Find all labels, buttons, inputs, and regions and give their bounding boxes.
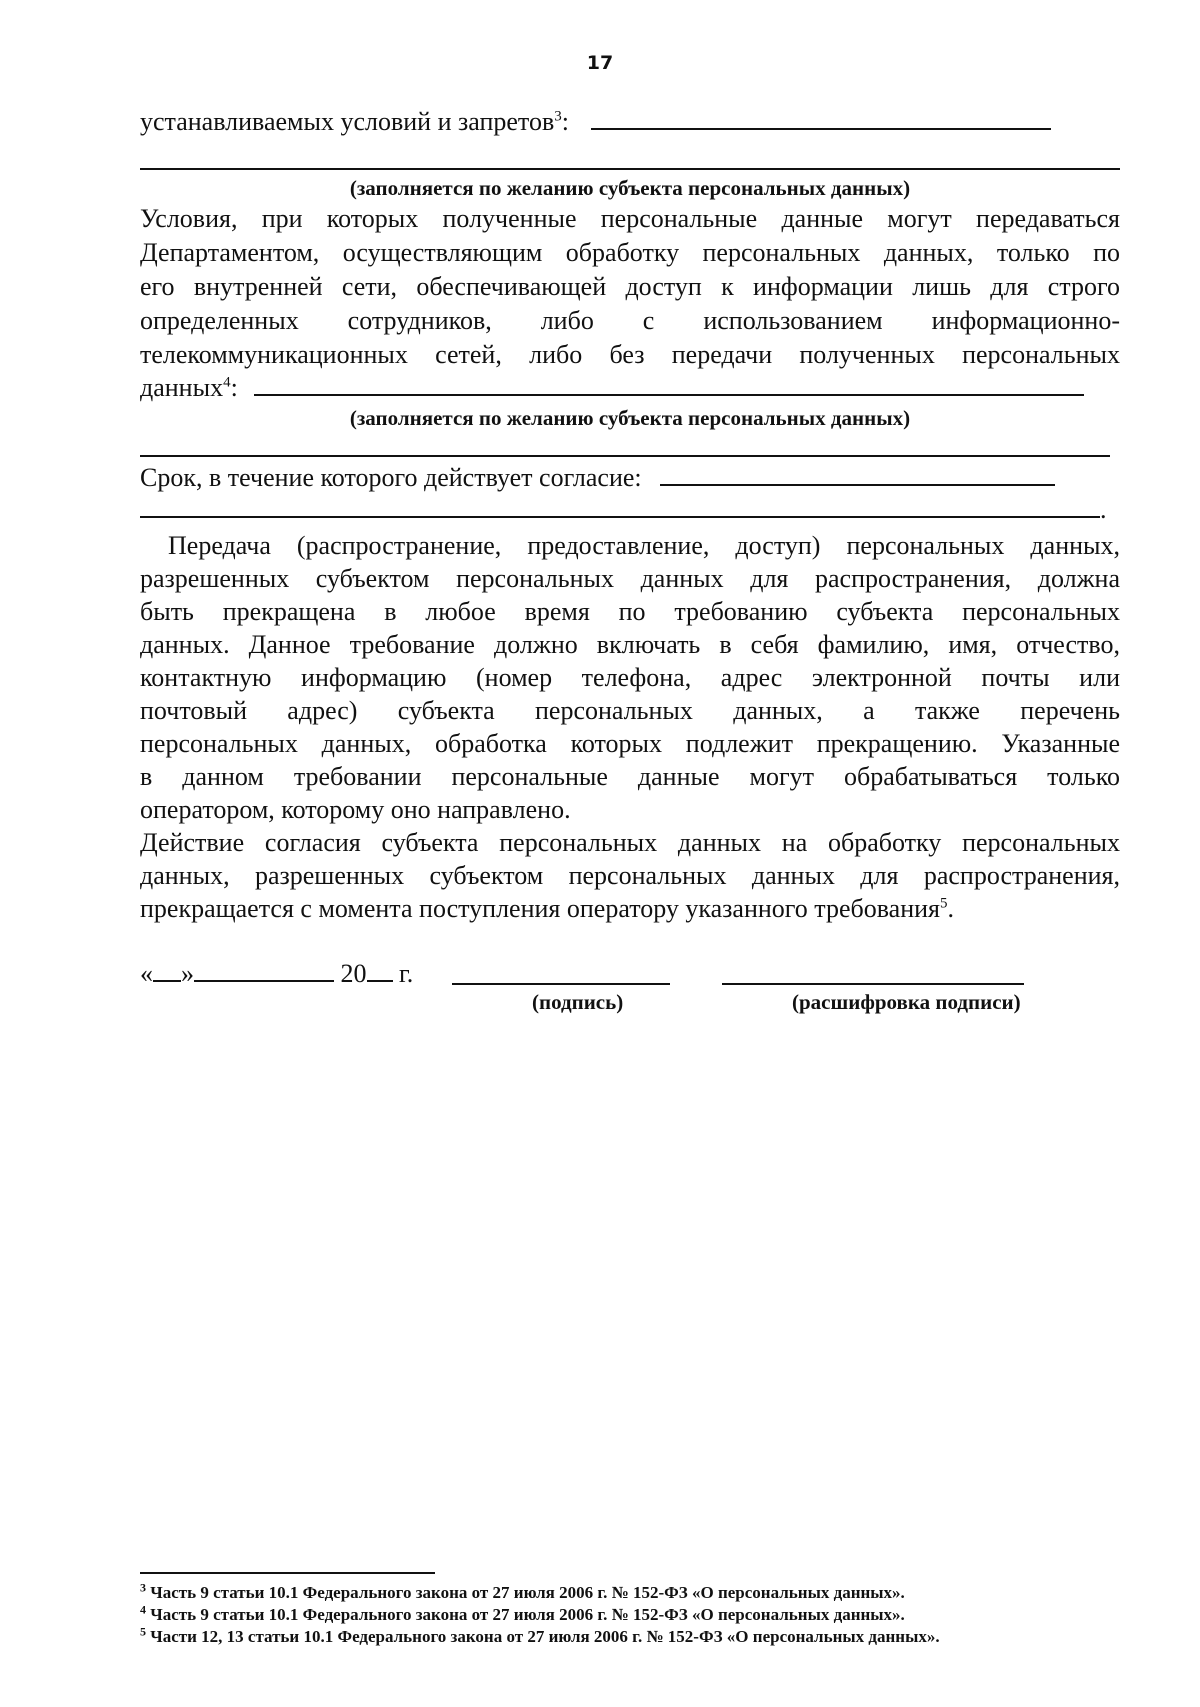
- date-open-quote: «: [140, 959, 153, 988]
- revocation-line: почтовый адрес) субъекта персональных данных, а также перечень: [140, 696, 1120, 725]
- date-close-quote: »: [181, 959, 194, 988]
- footnote-5: [140, 1626, 940, 1648]
- decoding-blank[interactable]: [722, 983, 1024, 985]
- footnote-4: [140, 1604, 905, 1626]
- conditions-last-line: [140, 372, 1120, 404]
- termination-line: Действие согласия субъекта персональных данных на обработку персональных: [140, 828, 1120, 857]
- footnote-ref-5: 5: [940, 895, 948, 912]
- conditions-colon: :: [230, 373, 238, 402]
- footnote-ref-4: 4: [223, 374, 231, 391]
- termination-last-text: прекращается с момента поступления оператору указанного требования: [140, 894, 941, 923]
- conditions-line: телекоммуникационных сетей, либо без передачи полученных персональных: [140, 340, 1120, 369]
- termination-line: данных, разрешенных субъектом персональных данных для распространения,: [140, 861, 1120, 890]
- footnote-3: [140, 1582, 905, 1604]
- term-period: .: [1100, 495, 1107, 524]
- footnote-text: Часть 9 статьи 10.1 Федерального закона от 27 июля 2006 г. № 152-ФЗ «О персональных данных».: [150, 1605, 905, 1624]
- restrictions-blank[interactable]: [591, 106, 1051, 130]
- decoding-label: (расшифровка подписи): [792, 990, 1021, 1014]
- footnote-marker: 5: [140, 1624, 146, 1639]
- conditions-last-text: данных: [140, 373, 224, 402]
- footnote-text: Часть 9 статьи 10.1 Федерального закона от 27 июля 2006 г. № 152-ФЗ «О персональных данных».: [150, 1583, 905, 1602]
- footnote-separator: [140, 1572, 435, 1574]
- hint-optional-2: (заполняется по желанию субъекта персональных данных): [349, 406, 911, 430]
- day-blank[interactable]: [153, 958, 181, 982]
- date-signature-line: [140, 958, 1120, 990]
- year-prefix: 20: [340, 959, 367, 988]
- footnote-marker: 4: [140, 1602, 146, 1617]
- restrictions-continuation-blank[interactable]: [140, 168, 1120, 170]
- term-line: [140, 462, 1120, 494]
- revocation-line: разрешенных субъектом персональных данных для распространения, должна: [140, 564, 1120, 593]
- term-text: Срок, в течение которого действует согласие:: [140, 463, 642, 492]
- revocation-line: контактную информацию (номер телефона, адрес электронной почты или: [140, 663, 1120, 692]
- restrictions-colon: :: [561, 107, 569, 136]
- restrictions-line: [140, 106, 1120, 138]
- revocation-line: быть прекращена в любое время по требованию субъекта персональных: [140, 597, 1120, 626]
- page-number: 17: [586, 52, 614, 74]
- conditions-blank[interactable]: [254, 372, 1084, 396]
- revocation-line: персональных данных, обработка которых подлежит прекращению. Указанные: [140, 729, 1120, 758]
- termination-period: .: [947, 894, 955, 923]
- conditions-line: определенных сотрудников, либо с использованием информационно-: [140, 306, 1120, 335]
- conditions-line: Условия, при которых полученные персональные данные могут передаваться: [140, 204, 1120, 233]
- conditions-continuation-blank[interactable]: [140, 455, 1110, 457]
- conditions-line: его внутренней сети, обеспечивающей доступ к информации лишь для строго: [140, 272, 1120, 301]
- hint-optional-1: (заполняется по желанию субъекта персональных данных): [349, 176, 911, 200]
- term-continuation-blank[interactable]: [140, 494, 1100, 518]
- restrictions-text: устанавливаемых условий и запретов: [140, 107, 555, 136]
- signature-blank[interactable]: [452, 983, 670, 985]
- revocation-line: оператором, которому оно направлено.: [140, 795, 571, 824]
- year-blank[interactable]: [367, 958, 393, 982]
- signature-label: (подпись): [532, 990, 624, 1014]
- revocation-line: данных. Данное требование должно включать в себя фамилию, имя, отчество,: [140, 630, 1120, 659]
- revocation-line: Передача (распространение, предоставление, доступ) персональных данных,: [168, 531, 1120, 560]
- footnote-marker: 3: [140, 1580, 146, 1595]
- footnote-text: Части 12, 13 статьи 10.1 Федерального закона от 27 июля 2006 г. № 152-ФЗ «О персональных данных».: [150, 1627, 940, 1646]
- termination-last-line: [140, 893, 1120, 925]
- term-blank[interactable]: [660, 462, 1055, 486]
- conditions-line: Департаментом, осуществляющим обработку персональных данных, только по: [140, 238, 1120, 267]
- revocation-line: в данном требовании персональные данные могут обрабатываться только: [140, 762, 1120, 791]
- year-suffix: г.: [399, 959, 414, 988]
- term-continuation-line: [140, 494, 1120, 526]
- month-blank[interactable]: [194, 958, 334, 982]
- footnote-ref-3: 3: [554, 108, 562, 125]
